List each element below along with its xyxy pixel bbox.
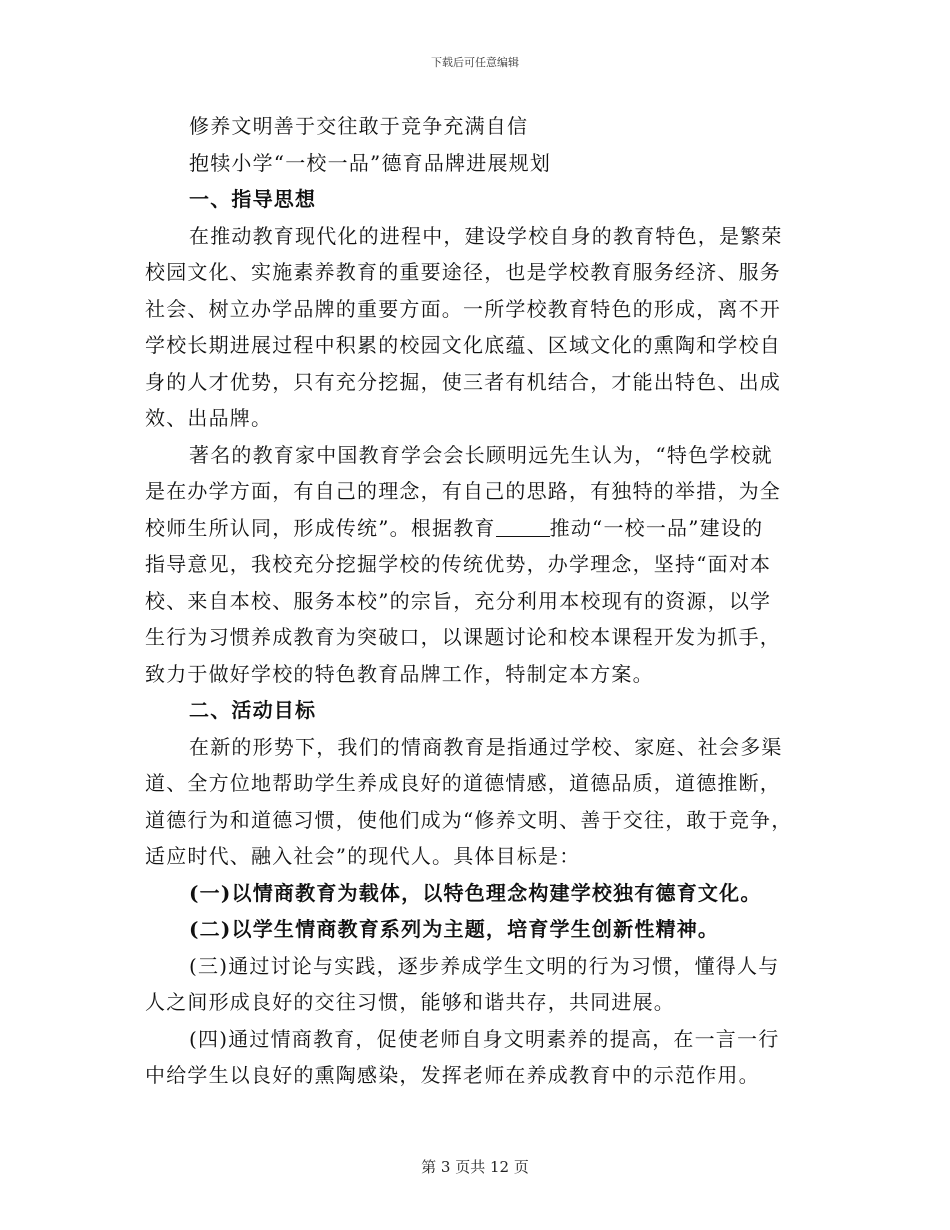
page-footer: 第 3 页共 12 页 — [421, 1158, 529, 1176]
paragraph-line: 指导意见，我校充分挖掘学校的传统优势，办学理念，坚持“面对本 — [145, 552, 772, 576]
paragraph-line: 著名的教育家中国教育学会会长顾明远先生认为，“特色学校就 — [189, 442, 773, 467]
paragraph-line: 学校长期进展过程中积累的校园文化底蕴、区域文化的熏陶和学校自 — [145, 333, 781, 357]
paragraph-line: 是在办学方面，有自己的理念，有自己的思路，有独特的举措，为全 — [145, 479, 781, 503]
paragraph-line: 身的人才优势，只有充分挖掘，使三者有机结合，才能出特色、出成 — [145, 369, 781, 394]
paragraph-line: 生行为习惯养成教育为突破口，以课题讨论和校本课程开发为抓手， — [145, 625, 781, 649]
document-body — [145, 108, 805, 1094]
paragraph-line: 效、出品牌。 — [145, 406, 273, 430]
paragraph-line: 在新的形势下，我们的情商教育是指通过学校、家庭、社会多渠 — [189, 734, 783, 759]
paragraph-line: 在推动教育现代化的进程中，建设学校自身的教育特色，是繁荣 — [189, 223, 783, 248]
paragraph-line: 社会、树立办学品牌的重要方面。一所学校教育特色的形成，离不开 — [145, 296, 781, 321]
paragraph-line — [145, 510, 805, 547]
paragraph-line: 校、来自本校、服务本校”的宗旨，充分利用本校现有的资源，以学 — [145, 588, 772, 613]
paragraph-line: 道、全方位地帮助学生养成良好的道德情感，道德品质，道德推断， — [145, 771, 781, 795]
paragraph-line: 道德行为和道德习惯，使他们成为“修养文明、善于交往，敢于竞争， — [145, 807, 793, 832]
page-header: 下载后可任意编辑 — [431, 56, 519, 69]
paragraph-line: 致力于做好学校的特色教育品牌工作，特制定本方案。 — [145, 661, 654, 686]
section-heading: 二、活动目标 — [189, 698, 317, 722]
line-text-suffix: 推动“一校一品”建设的 — [549, 515, 764, 540]
paragraph-line: 中给学生以良好的熏陶感染，发挥老师在养成教育中的示范作用。 — [145, 1063, 760, 1087]
section-heading: (一)以情商教育为载体，以特色理念构建学校独有德育文化。 — [189, 880, 762, 905]
paragraph-line: 适应时代、融入社会”的现代人。具体目标是： — [145, 844, 581, 868]
paragraph-line: (三)通过讨论与实践，逐步养成学生文明的行为习惯，懂得人与 — [189, 953, 780, 978]
section-heading: (二)以学生情商教育系列为主题，培育学生创新性精神。 — [189, 917, 720, 941]
paragraph-line: 人之间形成良好的交往习惯，能够和谐共存，共同进展。 — [145, 990, 675, 1014]
paragraph-line: 抱犊小学“一校一品”德育品牌进展规划 — [189, 150, 552, 175]
paragraph-line: 校园文化、实施素养教育的重要途径，也是学校教育服务经济、服务 — [145, 260, 781, 284]
line-text: 校师生所认同，形成传统”。根据教育 — [145, 515, 496, 540]
paragraph-line: (四)通过情商教育，促使老师自身文明素养的提高，在一言一行 — [189, 1026, 780, 1051]
paragraph-line: 修养文明善于交往敢于竞争充满自信 — [189, 114, 529, 138]
section-heading: 一、指导思想 — [189, 187, 317, 211]
fill-in-blank — [496, 516, 550, 537]
